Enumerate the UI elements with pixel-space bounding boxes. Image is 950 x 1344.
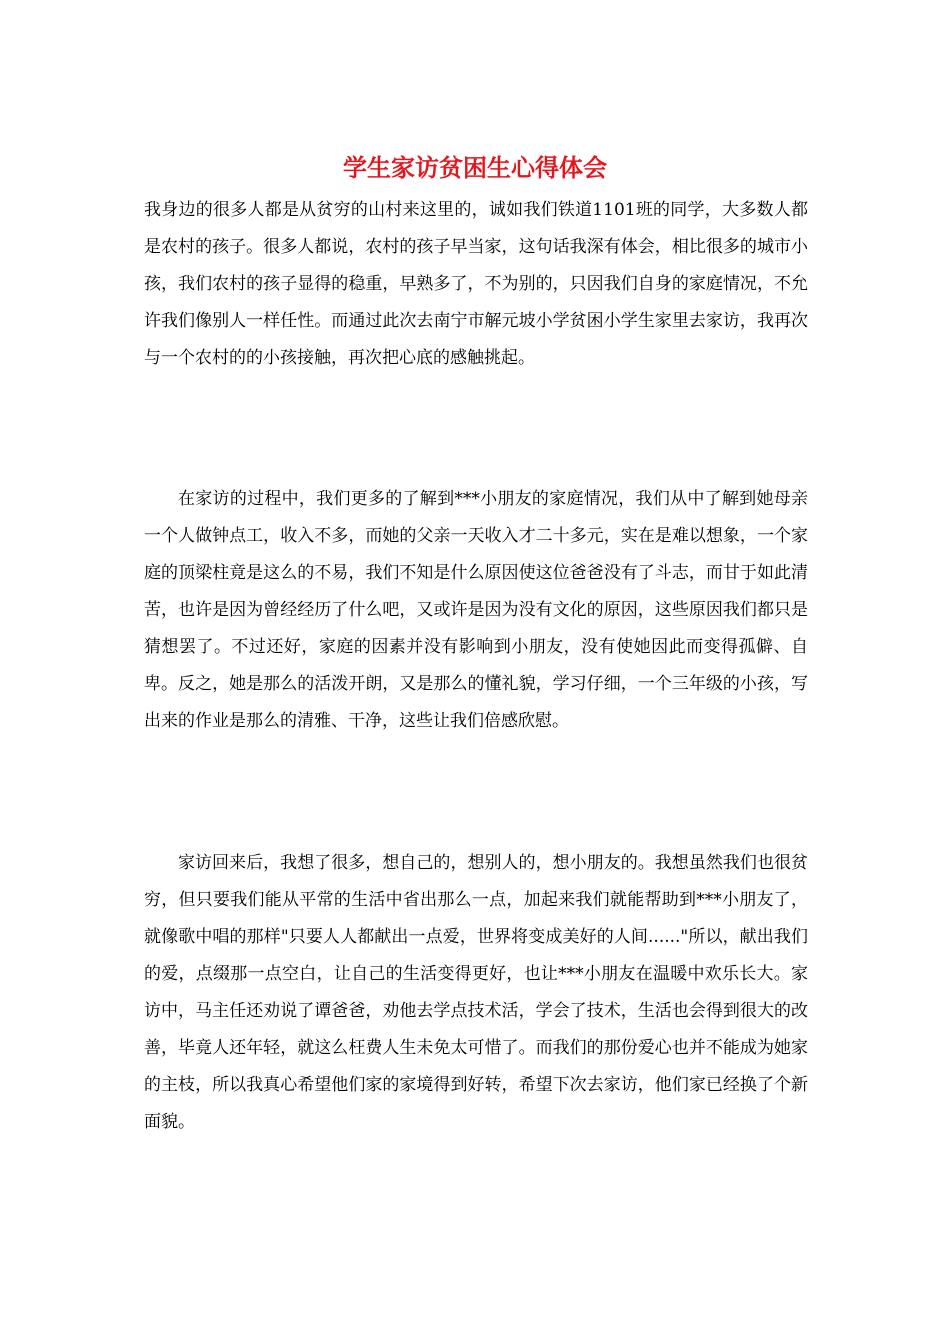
- paragraph-2: 在家访的过程中，我们更多的了解到***小朋友的家庭情况，我们从中了解到她母亲一个人做钟点工，收入不多，而她的父亲一天收入才二十多元，实在是难以想象，一个家庭的顶梁柱竟是这么的不易，我们不知是什么原因使这位爸爸没有了斗志，而甘于如此清苦，也许是因为曾经经历了什么吧，又或许是因为没有文化的原因，这些原因我们都只是猜想罢了。不过还好，家庭的因素并没有影响到小朋友，没有使她因此而变得孤僻、自卑。反之，她是那么的活泼开朗，又是那么的懂礼貌，学习仔细，一个三年级的小孩，写出来的作业是那么的清雅、干净，这些让我们倍感欣慰。: [144, 489, 808, 731]
- document-title: 学生家访贫困生心得体会: [343, 153, 607, 182]
- paragraph-3: 家访回来后，我想了很多，想自己的，想别人的，想小朋友的。我想虽然我们也很贫穷，但只要我们能从平常的生活中省出那么一点，加起来我们就能帮助到***小朋友了，就像歌中唱的那样"只要人人都献出一点爱，世界将变成美好的人间......"所以，献出我们的爱，点缀那一点空白，让自己的生活变得更好，也让***小朋友在温暖中欢乐长大。家访中，马主任还劝说了谭爸爸，劝他去学点技术活，学会了技术，生活也会得到很大的改善，毕竟人还年轻，就这么枉费人生未免太可惜了。而我们的那份爱心也并不能成为她家的主枝，所以我真心希望他们家的家境得到好转，希望下次去家访，他们家已经换了个新面貌。: [144, 853, 808, 1132]
- paragraph-1: 我身边的很多人都是从贫穷的山村来这里的，诚如我们铁道1101班的同学，大多数人都是农村的孩子。很多人都说，农村的孩子早当家，这句话我深有体会，相比很多的城市小孩，我们农村的孩子显得的稳重，早熟多了，不为别的，只因我们自身的家庭情况，不允许我们像别人一样任性。而通过此次去南宁市解元坡小学贫困小学生家里去家访，我再次与一个农村的的小孩接触，再次把心底的感触挑起。: [144, 200, 808, 368]
